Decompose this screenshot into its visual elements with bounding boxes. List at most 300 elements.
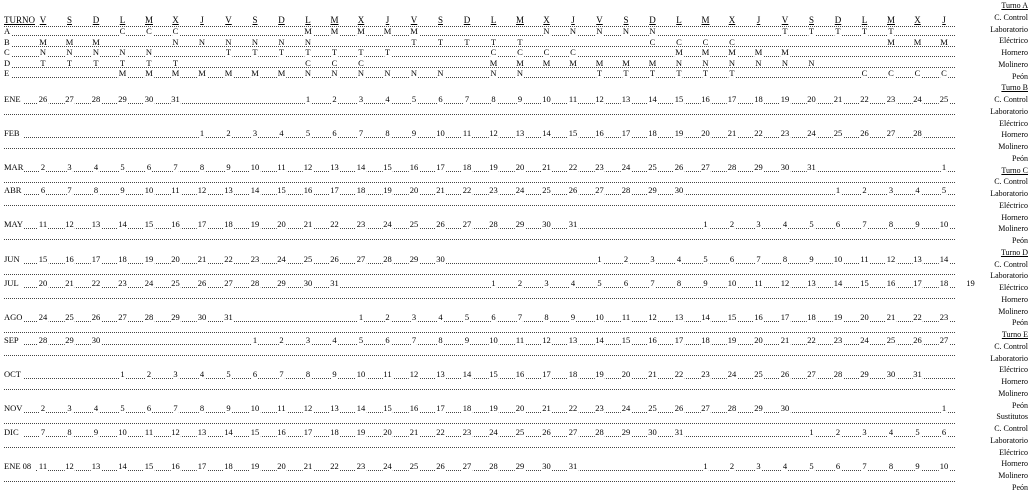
role-label: Hornero: [1001, 130, 1028, 140]
role-label: C. Control: [994, 341, 1028, 351]
day-number: 18: [701, 335, 710, 345]
day-number: 26: [436, 219, 445, 229]
role-label: Peón: [1012, 71, 1028, 81]
day-number: 22: [330, 461, 339, 471]
day-number: 31: [330, 278, 339, 288]
day-number: 13: [330, 162, 339, 172]
day-number: 18: [118, 254, 127, 264]
day-number: 11: [383, 369, 392, 379]
shift-code: C: [649, 36, 656, 47]
day-number: 16: [171, 219, 180, 229]
day-number: 1: [597, 254, 602, 264]
day-number: 23: [595, 403, 604, 413]
role-label: Hornero: [1001, 212, 1028, 222]
shift-code: M: [701, 47, 710, 58]
day-number: 1: [199, 128, 205, 138]
day-number: 27: [568, 427, 578, 437]
day-number: 8: [438, 335, 443, 345]
day-number: 22: [807, 335, 816, 345]
day-number: 26: [436, 461, 445, 471]
day-number: 11: [568, 94, 578, 104]
day-number: 2: [332, 94, 337, 104]
day-number: 9: [226, 162, 231, 172]
day-number: 13: [91, 219, 101, 229]
dotted-leader: [4, 423, 955, 424]
day-number: 15: [727, 312, 737, 322]
day-number: 23: [939, 312, 949, 322]
shift-code: C: [490, 47, 497, 58]
day-number: 27: [65, 94, 74, 104]
day-number: 1: [252, 335, 258, 345]
shift-code: N: [304, 68, 312, 79]
shift-code: M: [489, 57, 498, 68]
day-number: 6: [438, 94, 443, 104]
day-number: 6: [941, 427, 947, 437]
day-number: 21: [542, 403, 551, 413]
day-number: 22: [860, 94, 869, 104]
day-number: 9: [915, 219, 920, 229]
shift-code: T: [252, 47, 258, 58]
day-number: 30: [886, 369, 896, 379]
day-number: 2: [862, 185, 867, 195]
role-label: Eléctrico: [999, 447, 1028, 457]
day-number: 7: [464, 94, 470, 104]
day-number: 26: [568, 185, 578, 195]
day-number: 27: [462, 219, 472, 229]
day-number: 9: [93, 427, 99, 437]
day-number: 8: [385, 128, 390, 138]
shift-code: M: [754, 47, 763, 58]
day-number: 16: [701, 94, 710, 104]
day-number: 31: [913, 369, 922, 379]
day-number: 14: [833, 278, 843, 288]
day-number: 29: [171, 312, 180, 322]
day-number: 29: [515, 461, 525, 471]
dotted-leader: [4, 239, 955, 240]
day-number: 19: [595, 369, 604, 379]
day-number: 17: [780, 312, 790, 322]
day-number: 8: [544, 312, 549, 322]
day-number: 24: [38, 312, 48, 322]
day-number: 20: [515, 162, 525, 172]
shift-code: N: [66, 47, 73, 58]
shift-code: T: [331, 47, 338, 58]
day-number: 31: [807, 162, 816, 172]
weekday-header: M: [886, 15, 896, 25]
day-number: 11: [860, 254, 869, 264]
day-number: 14: [542, 128, 551, 138]
day-number: 27: [939, 335, 949, 345]
day-number: 3: [544, 278, 549, 288]
shift-code: C: [517, 47, 523, 58]
day-number: 20: [38, 278, 48, 288]
day-number: 19: [356, 427, 366, 437]
day-number: 4: [676, 254, 682, 264]
shift-code: T: [40, 57, 46, 68]
day-number: 25: [648, 403, 657, 413]
day-number: 10: [356, 369, 366, 379]
day-number: 23: [595, 162, 604, 172]
shift-code: N: [569, 26, 577, 36]
shift-code: C: [914, 68, 921, 79]
day-number: 14: [356, 162, 366, 172]
month-label: OCT: [4, 369, 21, 379]
day-number: 12: [780, 278, 790, 288]
weekday-header: X: [543, 15, 550, 25]
turno-section-heading: Turno D: [1000, 247, 1028, 257]
day-number: 11: [171, 185, 180, 195]
day-number: 26: [197, 278, 207, 288]
day-number: 17: [674, 335, 684, 345]
shift-code: N: [543, 26, 550, 36]
day-number: 1: [835, 185, 841, 195]
day-number: 8: [199, 403, 205, 413]
day-number: 1: [703, 219, 708, 229]
day-number: 5: [703, 254, 708, 264]
shift-code: C: [305, 57, 311, 68]
day-number: 26: [913, 335, 922, 345]
shift-code: N: [490, 68, 497, 79]
day-number: 10: [727, 278, 737, 288]
dotted-leader: [4, 205, 955, 206]
day-number: 12: [197, 185, 207, 195]
day-number: 1: [305, 94, 311, 104]
weekday-header: V: [225, 15, 232, 25]
day-number: 25: [65, 312, 74, 322]
day-number: 3: [173, 369, 178, 379]
shift-code: N: [728, 57, 736, 68]
day-number: 5: [915, 427, 920, 437]
day-number: 6: [385, 335, 390, 345]
weekday-header: D: [92, 15, 100, 25]
shift-code: T: [119, 57, 126, 68]
day-number: 22: [462, 185, 472, 195]
day-number: 17: [330, 185, 339, 195]
day-number: 18: [568, 369, 578, 379]
shift-code: N: [649, 26, 656, 36]
day-number: 20: [277, 219, 286, 229]
day-number: 18: [224, 219, 233, 229]
shift-code: M: [781, 47, 789, 58]
dotted-leader: [24, 263, 955, 264]
day-number: 21: [780, 335, 790, 345]
day-number: 6: [491, 312, 496, 322]
weekday-header: X: [914, 15, 921, 25]
weekday-header: J: [942, 15, 946, 25]
day-number: 20: [171, 254, 180, 264]
shift-code: T: [358, 47, 364, 58]
day-number: 20: [277, 461, 286, 471]
day-number: 3: [358, 94, 364, 104]
shift-code: N: [808, 57, 815, 68]
dotted-leader: [4, 389, 955, 390]
day-number: 29: [754, 403, 763, 413]
day-number: 16: [648, 335, 657, 345]
shift-code: N: [675, 57, 683, 68]
role-label: Eléctrico: [999, 36, 1028, 46]
day-number: 5: [120, 162, 125, 172]
role-label: Eléctrico: [999, 365, 1028, 375]
day-number: 26: [330, 254, 339, 264]
role-label: Molinero: [998, 306, 1028, 316]
day-number: 5: [305, 128, 311, 138]
day-number: 9: [464, 335, 470, 345]
day-number: 24: [277, 254, 286, 264]
day-number: 10: [250, 403, 260, 413]
month-label: JUL: [4, 278, 19, 288]
day-number: 3: [888, 185, 894, 195]
day-number: 28: [91, 94, 101, 104]
shift-code: T: [835, 26, 841, 36]
day-number: 11: [38, 219, 48, 229]
role-label: Peón: [1012, 236, 1028, 245]
day-number: 14: [462, 369, 472, 379]
day-number: 26: [780, 369, 790, 379]
shift-code: M: [913, 36, 922, 47]
shift-code: N: [437, 68, 444, 79]
month-label: FEB: [4, 128, 20, 138]
day-number: 30: [303, 278, 313, 288]
role-label: Molinero: [998, 59, 1028, 69]
day-number: 3: [650, 254, 655, 264]
shift-code: M: [622, 57, 630, 68]
role-label: Hornero: [1001, 294, 1028, 304]
day-number: 19: [833, 312, 843, 322]
day-number: 2: [835, 427, 841, 437]
day-number: 23: [489, 185, 498, 195]
day-number: 4: [199, 369, 205, 379]
day-number: 12: [489, 128, 498, 138]
day-number: 15: [250, 427, 260, 437]
day-number: 5: [411, 94, 417, 104]
day-number: 24: [383, 461, 392, 471]
day-number: 2: [146, 369, 152, 379]
day-number: 5: [809, 219, 814, 229]
shift-row-label: B: [4, 36, 10, 47]
day-number: 7: [40, 427, 46, 437]
weekday-header: L: [861, 15, 868, 25]
day-number: 20: [515, 403, 525, 413]
day-number: 26: [91, 312, 101, 322]
day-number: 28: [250, 278, 260, 288]
shift-code: M: [145, 68, 153, 79]
shift-code: M: [118, 68, 127, 79]
day-number: 2: [40, 162, 46, 172]
month-label: MAR: [4, 162, 24, 172]
day-number: 1: [941, 162, 947, 172]
weekday-header: S: [252, 15, 258, 25]
dotted-leader: [4, 298, 955, 299]
shift-row-label: A: [4, 26, 11, 36]
role-label: Eléctrico: [999, 283, 1028, 292]
role-label: Laboratorio: [990, 271, 1028, 281]
day-number: 4: [782, 219, 788, 229]
day-number: 16: [303, 185, 313, 195]
shift-code: C: [570, 47, 576, 58]
dotted-leader: [4, 481, 955, 482]
day-number: 2: [40, 403, 46, 413]
shift-code: T: [888, 26, 894, 36]
day-number: 21: [648, 369, 657, 379]
shift-code: T: [729, 68, 735, 79]
month-label: NOV: [4, 403, 23, 413]
day-number: 9: [809, 254, 814, 264]
day-number: 23: [833, 335, 843, 345]
weekday-header: V: [39, 15, 47, 25]
shift-code: C: [676, 36, 682, 47]
day-number: 14: [595, 335, 604, 345]
day-number: 22: [91, 278, 101, 288]
day-number: 9: [703, 278, 708, 288]
shift-code: M: [304, 26, 312, 36]
day-number: 10: [436, 128, 445, 138]
day-number: 18: [356, 185, 366, 195]
day-number: 15: [621, 335, 631, 345]
day-number: 23: [118, 278, 127, 288]
day-number: 27: [807, 369, 816, 379]
shift-code: T: [596, 68, 603, 79]
shift-code: M: [92, 36, 100, 47]
shift-code: T: [437, 36, 444, 47]
day-number: 24: [727, 369, 737, 379]
day-number: 21: [886, 312, 896, 322]
day-number: 30: [780, 403, 790, 413]
dotted-leader: [4, 182, 955, 183]
day-number: 7: [279, 369, 284, 379]
shift-code: C: [941, 68, 947, 79]
day-number: 12: [65, 219, 74, 229]
day-number: 18: [754, 94, 763, 104]
day-number: 11: [277, 162, 286, 172]
shift-code: T: [861, 26, 868, 36]
day-number: 21: [727, 128, 737, 138]
dotted-leader: [12, 46, 955, 47]
weekday-header: J: [200, 15, 204, 25]
day-number: 4: [782, 461, 788, 471]
day-number: 9: [226, 403, 231, 413]
weekday-header: X: [172, 15, 179, 25]
shift-code: N: [304, 36, 312, 47]
shift-code: N: [755, 57, 762, 68]
day-number: 23: [780, 128, 790, 138]
role-label: Sustitutos: [996, 412, 1028, 422]
role-label: C. Control: [994, 12, 1028, 22]
day-number: 10: [144, 185, 154, 195]
day-number: 27: [462, 461, 472, 471]
shift-code: T: [490, 36, 497, 47]
day-number: 5: [464, 312, 470, 322]
day-number: 12: [303, 403, 313, 413]
dotted-leader: [4, 332, 955, 333]
dotted-leader: [4, 447, 955, 448]
day-number: 16: [171, 461, 180, 471]
day-number: 12: [171, 427, 180, 437]
day-number: 18: [939, 278, 949, 288]
day-number: 13: [330, 403, 339, 413]
day-number: 15: [144, 219, 154, 229]
shift-code: N: [172, 36, 179, 47]
day-number: 27: [118, 312, 127, 322]
day-number: 12: [595, 94, 604, 104]
day-number: 10: [833, 254, 843, 264]
day-number: 11: [277, 403, 286, 413]
shift-code: M: [383, 26, 392, 36]
day-number: 3: [67, 162, 72, 172]
day-number: 25: [939, 94, 949, 104]
month-label: SEP: [4, 335, 19, 345]
day-number: 10: [939, 461, 949, 471]
weekday-header: M: [144, 15, 154, 25]
shift-code: N: [410, 68, 418, 79]
day-number: 15: [383, 162, 392, 172]
shift-code: M: [728, 47, 736, 58]
day-number: 19: [144, 254, 154, 264]
day-number: 24: [621, 403, 631, 413]
day-number: 14: [356, 403, 366, 413]
day-number: 6: [729, 254, 735, 264]
weekday-header: L: [490, 15, 497, 25]
weekday-header: D: [834, 15, 842, 25]
day-number: 1: [120, 369, 125, 379]
day-number: 10: [118, 427, 127, 437]
month-label: ABR: [4, 185, 22, 195]
day-number: 20: [621, 369, 631, 379]
day-number: 26: [542, 427, 551, 437]
day-number: 15: [144, 461, 154, 471]
dotted-leader: [4, 355, 955, 356]
shift-code: M: [251, 68, 259, 79]
day-number: 9: [915, 461, 920, 471]
day-number: 11: [462, 128, 472, 138]
weekday-header: V: [410, 15, 418, 25]
weekday-header: S: [808, 15, 815, 25]
weekday-header: L: [119, 15, 126, 25]
shift-code: T: [623, 68, 629, 79]
day-number: 22: [436, 427, 445, 437]
day-number: 3: [756, 461, 761, 471]
day-number: 29: [621, 427, 631, 437]
shift-code: M: [171, 68, 180, 79]
shift-code: C: [888, 68, 894, 79]
day-number: 27: [886, 128, 896, 138]
day-number: 24: [144, 278, 154, 288]
weekday-header: M: [515, 15, 525, 25]
shift-code: T: [225, 47, 232, 58]
day-number: 25: [409, 219, 419, 229]
day-number: 1: [491, 278, 496, 288]
day-number: 10: [939, 219, 949, 229]
day-number: 30: [674, 185, 684, 195]
shift-code: N: [145, 47, 153, 58]
day-number: 14: [701, 312, 710, 322]
day-number: 30: [197, 312, 207, 322]
day-number: 17: [542, 369, 551, 379]
shift-code: M: [887, 36, 895, 47]
shift-code: N: [331, 68, 338, 79]
day-number: 21: [303, 219, 313, 229]
shift-code: T: [278, 47, 285, 58]
day-number: 4: [570, 278, 576, 288]
day-number: 19: [383, 185, 392, 195]
day-number: 2: [279, 335, 284, 345]
day-number: 3: [862, 427, 867, 437]
turno-section-heading: Turno B: [1001, 83, 1028, 93]
day-number: 24: [515, 185, 525, 195]
role-label: Eléctrico: [999, 200, 1028, 210]
weekday-header: V: [781, 15, 789, 25]
day-number: 8: [676, 278, 682, 288]
role-label: C. Control: [994, 95, 1028, 104]
